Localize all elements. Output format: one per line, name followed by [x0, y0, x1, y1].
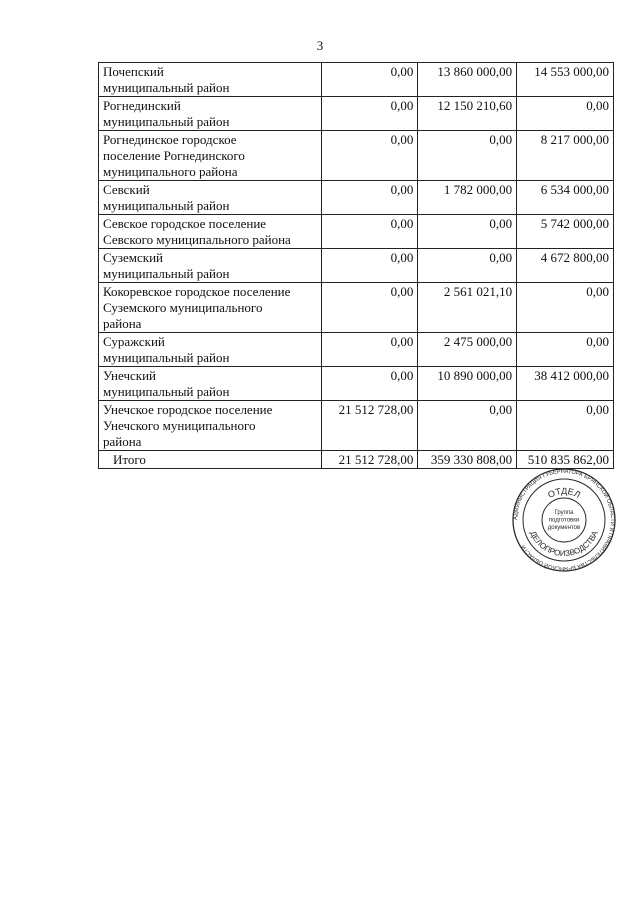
stamp-seal-icon	[512, 468, 616, 572]
row-value-3: 0,00	[517, 333, 614, 367]
row-value-3: 0,00	[517, 97, 614, 131]
row-value-3: 0,00	[517, 283, 614, 333]
row-name: Кокоревское городское поселение Суземского муниципального района	[99, 283, 322, 333]
row-value-1: 0,00	[321, 181, 418, 215]
budget-table	[98, 62, 614, 469]
stamp-bottom-text: ДЕЛОПРОИЗВОДСТВА	[528, 529, 600, 559]
row-value-2: 0,00	[418, 131, 517, 181]
row-value-3: 38 412 000,00	[517, 367, 614, 401]
row-value-2: 0,00	[418, 401, 517, 451]
row-name: Рогнединское городское поселение Рогнединского муниципального района	[99, 131, 322, 181]
row-value-1: 0,00	[321, 215, 418, 249]
row-name: Суземский муниципальный район	[99, 249, 322, 283]
row-name: Унечское городское поселение Унечского муниципального района	[99, 401, 322, 451]
total-value-2: 359 330 808,00	[418, 451, 517, 469]
row-value-3: 6 534 000,00	[517, 181, 614, 215]
row-value-1: 0,00	[321, 249, 418, 283]
row-value-1: 21 512 728,00	[321, 401, 418, 451]
row-value-2: 10 890 000,00	[418, 367, 517, 401]
row-value-2: 2 475 000,00	[418, 333, 517, 367]
table-row	[99, 367, 614, 401]
row-value-2: 1 782 000,00	[418, 181, 517, 215]
row-value-2: 12 150 210,60	[418, 97, 517, 131]
total-row	[99, 451, 614, 469]
row-value-3: 8 217 000,00	[517, 131, 614, 181]
table-row	[99, 283, 614, 333]
total-value-3: 510 835 862,00	[517, 451, 614, 469]
page-number: 3	[316, 38, 324, 53]
table-row	[99, 333, 614, 367]
row-name: Унечский муниципальный район	[99, 367, 322, 401]
row-name: Почепский муниципальный район	[99, 63, 322, 97]
row-value-3: 4 672 800,00	[517, 249, 614, 283]
stamp-outer-text: АДМИНИСТРАЦИЯ ГУБЕРНАТОРА БРЯНСКОЙ ОБЛАСТИ И ПРАВИТЕЛЬСТВА БРЯНСКОЙ ОБЛАСТИ	[512, 468, 616, 572]
total-label: Итого	[99, 451, 322, 469]
row-name: Суражский муниципальный район	[99, 333, 322, 367]
row-value-3: 14 553 000,00	[517, 63, 614, 97]
row-value-1: 0,00	[321, 367, 418, 401]
table-row	[99, 215, 614, 249]
table-row	[99, 181, 614, 215]
table-row	[99, 249, 614, 283]
stamp-top-text: ОТДЕЛ	[546, 485, 583, 500]
row-value-1: 0,00	[321, 97, 418, 131]
table-row	[99, 401, 614, 451]
row-name: Севский муниципальный район	[99, 181, 322, 215]
row-name: Рогнединский муниципальный район	[99, 97, 322, 131]
table-row	[99, 63, 614, 97]
row-value-3: 5 742 000,00	[517, 215, 614, 249]
row-value-2: 0,00	[418, 215, 517, 249]
row-value-1: 0,00	[321, 131, 418, 181]
row-value-2: 0,00	[418, 249, 517, 283]
row-value-3: 0,00	[517, 401, 614, 451]
stamp-center-line-3: документов	[547, 525, 581, 531]
row-value-2: 2 561 021,10	[418, 283, 517, 333]
row-value-2: 13 860 000,00	[418, 63, 517, 97]
total-value-1: 21 512 728,00	[321, 451, 418, 469]
row-value-1: 0,00	[321, 333, 418, 367]
stamp-center-line-2: подготовки	[548, 517, 580, 524]
table-row	[99, 131, 614, 181]
row-name: Севское городское поселение Севского муниципального района	[99, 215, 322, 249]
row-value-1: 0,00	[321, 63, 418, 97]
office-stamp	[512, 468, 616, 572]
row-value-1: 0,00	[321, 283, 418, 333]
table-row	[99, 97, 614, 131]
stamp-center-line-1: Группа	[554, 510, 574, 516]
